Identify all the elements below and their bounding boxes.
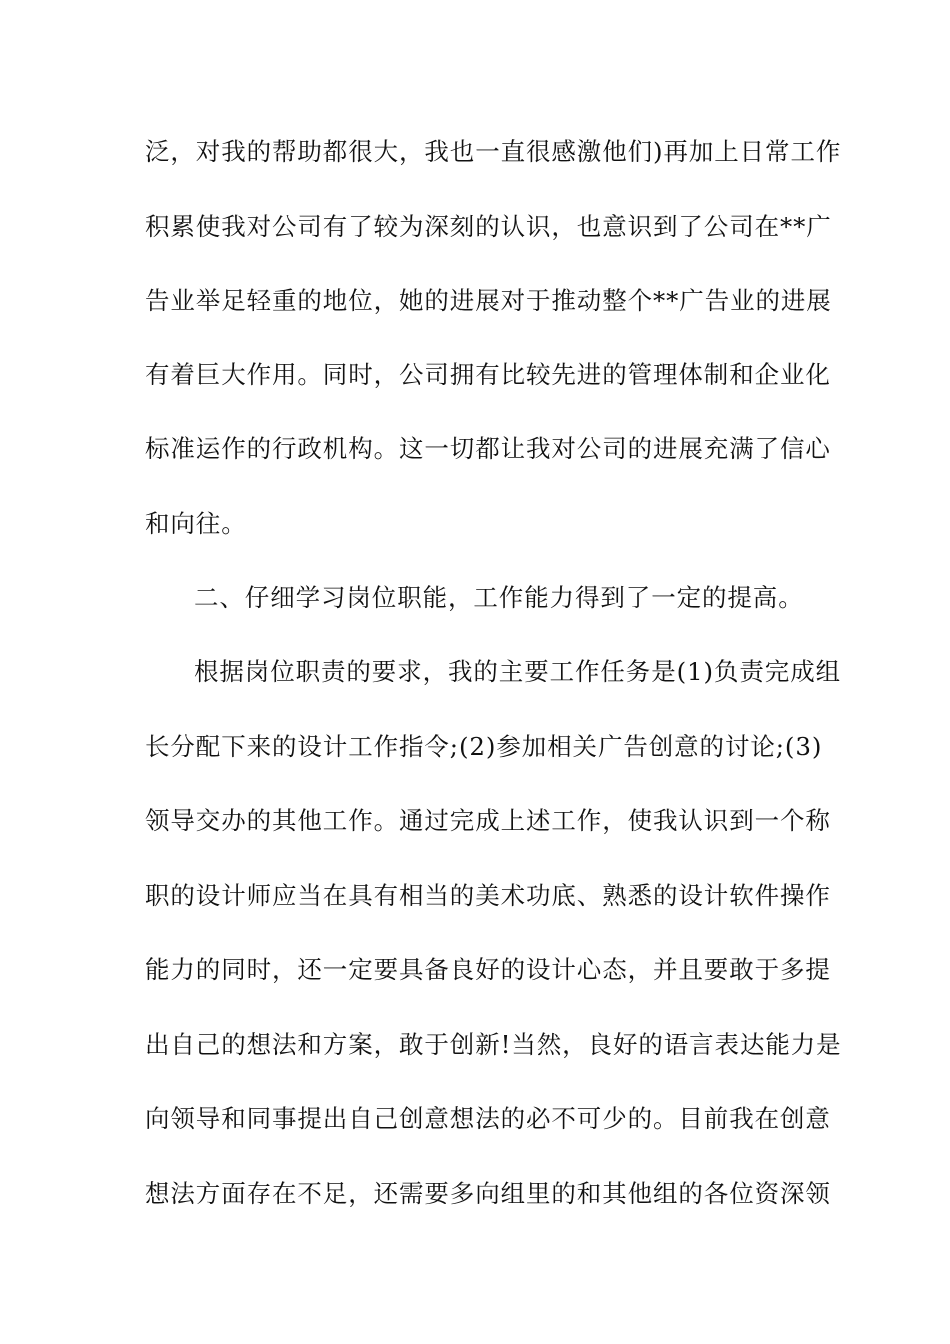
- body-text-line: 泛，对我的帮助都很大，我也一直很感激他们)再加上日常工作: [145, 137, 842, 166]
- body-text-line: 出自己的想法和方案，敢于创新!当然，良好的语言表达能力是: [145, 1030, 842, 1059]
- body-text-line: 有着巨大作用。同时，公司拥有比较先进的管理体制和企业化: [145, 360, 831, 389]
- body-text-line: 标准运作的行政机构。这一切都让我对公司的进展充满了信心: [145, 434, 831, 463]
- body-text-line: 向领导和同事提出自己创意想法的必不可少的。目前我在创意: [145, 1104, 831, 1133]
- body-text-line: 长分配下来的设计工作指令;(2)参加相关广告创意的讨论;(3): [145, 732, 823, 761]
- body-text-line: 职的设计师应当在具有相当的美术功底、熟悉的设计软件操作: [145, 881, 831, 910]
- body-text-line: 能力的同时，还一定要具备良好的设计心态，并且要敢于多提: [145, 955, 831, 984]
- body-text-line: 根据岗位职责的要求，我的主要工作任务是(1)负责完成组: [194, 657, 842, 686]
- body-text-line: 积累使我对公司有了较为深刻的认识，也意识到了公司在**广: [145, 212, 832, 241]
- body-text-line: 和向往。: [145, 509, 247, 538]
- body-text-line: 领导交办的其他工作。通过完成上述工作，使我认识到一个称: [145, 806, 831, 835]
- section-heading: 二、仔细学习岗位职能，工作能力得到了一定的提高。: [194, 583, 804, 612]
- body-text-line: 想法方面存在不足，还需要多向组里的和其他组的各位资深领: [145, 1179, 831, 1208]
- body-text-line: 告业举足轻重的地位，她的进展对于推动整个**广告业的进展: [145, 286, 832, 315]
